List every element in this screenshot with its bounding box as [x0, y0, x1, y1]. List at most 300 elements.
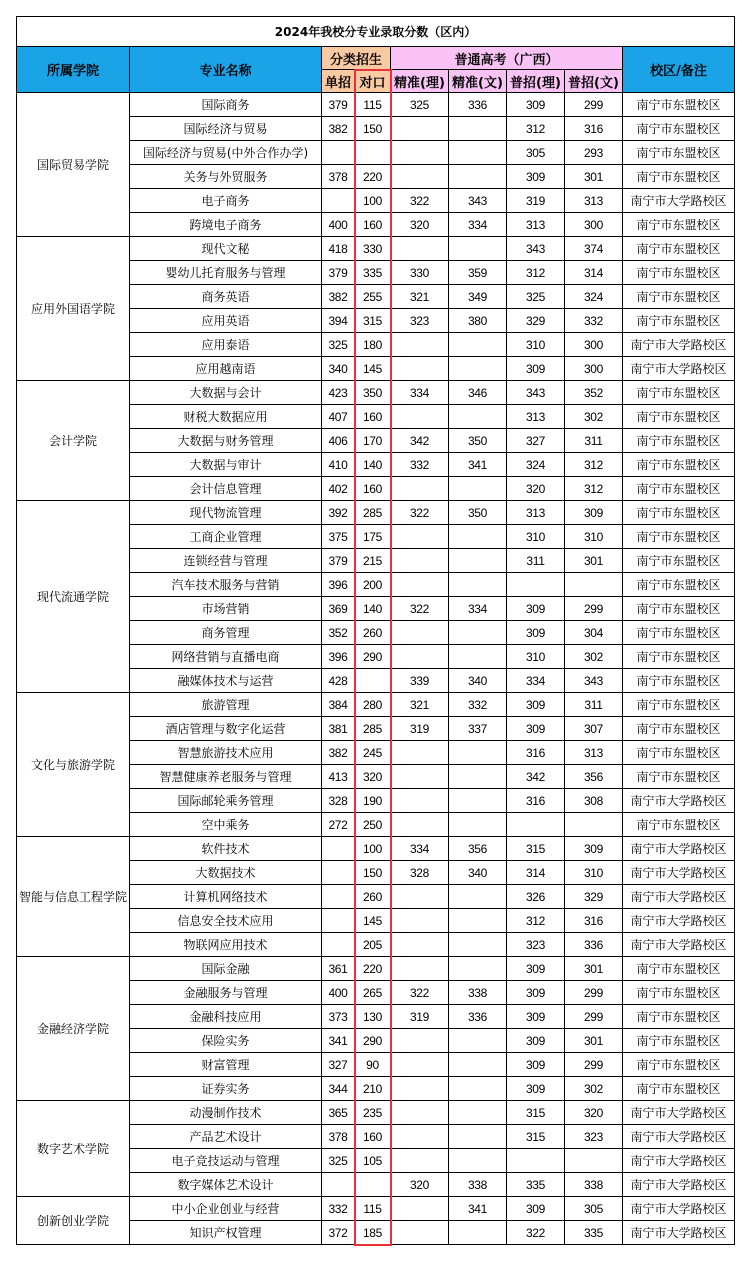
cell-campus: 南宁市东盟校区 — [623, 477, 735, 501]
cell-danzhao: 328 — [322, 789, 355, 813]
cell-major: 应用越南语 — [130, 357, 322, 381]
cell-puzhao-li: 310 — [507, 525, 565, 549]
cell-puzhao-wen: 304 — [565, 621, 623, 645]
cell-college: 国际贸易学院 — [17, 93, 130, 237]
cell-jingzhun-wen — [449, 789, 507, 813]
cell-duikou: 160 — [355, 213, 391, 237]
cell-puzhao-li: 309 — [507, 957, 565, 981]
cell-puzhao-wen: 374 — [565, 237, 623, 261]
cell-major: 商务英语 — [130, 285, 322, 309]
cell-campus: 南宁市大学路校区 — [623, 861, 735, 885]
cell-jingzhun-li — [391, 405, 449, 429]
cell-major: 物联网应用技术 — [130, 933, 322, 957]
cell-puzhao-li: 309 — [507, 981, 565, 1005]
cell-danzhao: 373 — [322, 1005, 355, 1029]
cell-campus: 南宁市东盟校区 — [623, 693, 735, 717]
cell-duikou: 260 — [355, 621, 391, 645]
cell-puzhao-wen: 307 — [565, 717, 623, 741]
header-duikou: 对口 — [355, 70, 391, 93]
cell-puzhao-li: 312 — [507, 909, 565, 933]
cell-puzhao-wen: 302 — [565, 1077, 623, 1101]
cell-campus: 南宁市东盟校区 — [623, 813, 735, 837]
cell-major: 大数据与审计 — [130, 453, 322, 477]
cell-danzhao: 392 — [322, 501, 355, 525]
header-classified-enrollment: 分类招生 — [322, 47, 391, 70]
cell-danzhao: 396 — [322, 645, 355, 669]
cell-college: 创新创业学院 — [17, 1197, 130, 1245]
cell-jingzhun-li — [391, 141, 449, 165]
cell-jingzhun-wen — [449, 573, 507, 597]
cell-campus: 南宁市大学路校区 — [623, 1221, 735, 1245]
cell-major: 现代文秘 — [130, 237, 322, 261]
cell-major: 计算机网络技术 — [130, 885, 322, 909]
cell-jingzhun-wen — [449, 405, 507, 429]
cell-major: 大数据与会计 — [130, 381, 322, 405]
cell-puzhao-wen — [565, 573, 623, 597]
cell-campus: 南宁市大学路校区 — [623, 1125, 735, 1149]
admission-scores-table — [16, 16, 735, 1245]
cell-puzhao-li: 312 — [507, 117, 565, 141]
cell-major: 证券实务 — [130, 1077, 322, 1101]
cell-major: 酒店管理与数字化运营 — [130, 717, 322, 741]
header-puzhao-wen: 普招(文) — [565, 70, 623, 93]
cell-puzhao-li: 320 — [507, 477, 565, 501]
cell-jingzhun-wen: 332 — [449, 693, 507, 717]
header-danzhao: 单招 — [322, 70, 355, 93]
cell-major: 国际商务 — [130, 93, 322, 117]
cell-major: 工商企业管理 — [130, 525, 322, 549]
cell-jingzhun-li — [391, 1125, 449, 1149]
cell-major: 智慧健康养老服务与管理 — [130, 765, 322, 789]
cell-duikou: 130 — [355, 1005, 391, 1029]
cell-duikou: 185 — [355, 1221, 391, 1245]
cell-campus: 南宁市大学路校区 — [623, 357, 735, 381]
cell-major: 财富管理 — [130, 1053, 322, 1077]
cell-campus: 南宁市东盟校区 — [623, 765, 735, 789]
cell-puzhao-wen — [565, 1149, 623, 1173]
cell-danzhao: 423 — [322, 381, 355, 405]
cell-major: 应用英语 — [130, 309, 322, 333]
cell-danzhao: 369 — [322, 597, 355, 621]
cell-campus: 南宁市东盟校区 — [623, 93, 735, 117]
cell-jingzhun-li — [391, 789, 449, 813]
cell-jingzhun-li: 322 — [391, 597, 449, 621]
cell-jingzhun-wen: 337 — [449, 717, 507, 741]
cell-puzhao-wen: 299 — [565, 1005, 623, 1029]
header-major: 专业名称 — [130, 47, 322, 93]
cell-puzhao-wen — [565, 813, 623, 837]
cell-jingzhun-wen: 336 — [449, 1005, 507, 1029]
cell-jingzhun-wen — [449, 1101, 507, 1125]
cell-campus: 南宁市东盟校区 — [623, 981, 735, 1005]
cell-jingzhun-li: 328 — [391, 861, 449, 885]
cell-duikou: 285 — [355, 501, 391, 525]
cell-jingzhun-wen: 346 — [449, 381, 507, 405]
cell-duikou: 145 — [355, 357, 391, 381]
cell-jingzhun-wen — [449, 741, 507, 765]
cell-jingzhun-li — [391, 1197, 449, 1221]
cell-major: 金融服务与管理 — [130, 981, 322, 1005]
cell-jingzhun-wen — [449, 525, 507, 549]
cell-jingzhun-li — [391, 477, 449, 501]
cell-jingzhun-li: 323 — [391, 309, 449, 333]
cell-jingzhun-li: 321 — [391, 693, 449, 717]
cell-college: 应用外国语学院 — [17, 237, 130, 381]
admission-scores-table-container — [16, 16, 735, 1245]
cell-puzhao-li: 325 — [507, 285, 565, 309]
cell-jingzhun-li — [391, 525, 449, 549]
cell-jingzhun-wen: 340 — [449, 669, 507, 693]
cell-campus: 南宁市东盟校区 — [623, 141, 735, 165]
cell-jingzhun-li: 321 — [391, 285, 449, 309]
cell-jingzhun-wen: 359 — [449, 261, 507, 285]
cell-puzhao-wen: 309 — [565, 837, 623, 861]
cell-danzhao: 379 — [322, 93, 355, 117]
cell-jingzhun-wen: 350 — [449, 501, 507, 525]
cell-campus: 南宁市东盟校区 — [623, 957, 735, 981]
cell-jingzhun-li — [391, 957, 449, 981]
cell-major: 跨境电子商务 — [130, 213, 322, 237]
cell-jingzhun-wen — [449, 645, 507, 669]
cell-major: 大数据技术 — [130, 861, 322, 885]
table-row — [17, 693, 735, 717]
cell-duikou: 210 — [355, 1077, 391, 1101]
cell-danzhao: 381 — [322, 717, 355, 741]
cell-duikou: 105 — [355, 1149, 391, 1173]
cell-major: 连锁经营与管理 — [130, 549, 322, 573]
cell-jingzhun-wen — [449, 357, 507, 381]
cell-jingzhun-wen: 343 — [449, 189, 507, 213]
cell-duikou: 290 — [355, 1029, 391, 1053]
header-college: 所属学院 — [17, 47, 130, 93]
cell-duikou: 320 — [355, 765, 391, 789]
cell-puzhao-wen: 320 — [565, 1101, 623, 1125]
header-jingzhun-li: 精准(理) — [391, 70, 449, 93]
cell-campus: 南宁市东盟校区 — [623, 645, 735, 669]
cell-puzhao-li: 309 — [507, 1005, 565, 1029]
cell-jingzhun-li: 332 — [391, 453, 449, 477]
cell-danzhao: 272 — [322, 813, 355, 837]
cell-college: 会计学院 — [17, 381, 130, 501]
cell-campus: 南宁市东盟校区 — [623, 453, 735, 477]
cell-campus: 南宁市大学路校区 — [623, 789, 735, 813]
cell-major: 国际经济与贸易 — [130, 117, 322, 141]
cell-duikou: 220 — [355, 165, 391, 189]
cell-major: 数字媒体艺术设计 — [130, 1173, 322, 1197]
cell-puzhao-li: 311 — [507, 549, 565, 573]
cell-puzhao-wen: 308 — [565, 789, 623, 813]
cell-puzhao-wen: 300 — [565, 213, 623, 237]
cell-duikou: 170 — [355, 429, 391, 453]
cell-campus: 南宁市东盟校区 — [623, 1053, 735, 1077]
cell-jingzhun-li: 322 — [391, 981, 449, 1005]
cell-campus: 南宁市东盟校区 — [623, 717, 735, 741]
cell-campus: 南宁市东盟校区 — [623, 621, 735, 645]
cell-duikou: 235 — [355, 1101, 391, 1125]
cell-duikou: 160 — [355, 1125, 391, 1149]
cell-jingzhun-wen — [449, 1077, 507, 1101]
cell-jingzhun-li — [391, 333, 449, 357]
cell-puzhao-li: 305 — [507, 141, 565, 165]
cell-campus: 南宁市东盟校区 — [623, 1029, 735, 1053]
cell-duikou: 140 — [355, 597, 391, 621]
cell-danzhao: 378 — [322, 1125, 355, 1149]
cell-campus: 南宁市大学路校区 — [623, 837, 735, 861]
cell-jingzhun-li: 334 — [391, 837, 449, 861]
cell-duikou: 100 — [355, 837, 391, 861]
cell-puzhao-li: 342 — [507, 765, 565, 789]
cell-puzhao-li: 312 — [507, 261, 565, 285]
cell-college: 文化与旅游学院 — [17, 693, 130, 837]
cell-jingzhun-wen: 341 — [449, 1197, 507, 1221]
cell-duikou: 90 — [355, 1053, 391, 1077]
cell-jingzhun-li — [391, 1077, 449, 1101]
cell-duikou: 150 — [355, 861, 391, 885]
cell-jingzhun-li — [391, 357, 449, 381]
cell-jingzhun-wen — [449, 1125, 507, 1149]
cell-campus: 南宁市东盟校区 — [623, 501, 735, 525]
cell-jingzhun-wen — [449, 1221, 507, 1245]
cell-danzhao: 407 — [322, 405, 355, 429]
cell-puzhao-li: 309 — [507, 1197, 565, 1221]
cell-campus: 南宁市东盟校区 — [623, 405, 735, 429]
cell-major: 电子竞技运动与管理 — [130, 1149, 322, 1173]
cell-puzhao-li: 313 — [507, 405, 565, 429]
cell-danzhao: 382 — [322, 117, 355, 141]
cell-danzhao: 382 — [322, 741, 355, 765]
cell-campus: 南宁市东盟校区 — [623, 285, 735, 309]
cell-puzhao-wen: 332 — [565, 309, 623, 333]
cell-jingzhun-wen — [449, 117, 507, 141]
cell-campus: 南宁市大学路校区 — [623, 1197, 735, 1221]
cell-duikou: 145 — [355, 909, 391, 933]
cell-danzhao: 413 — [322, 765, 355, 789]
cell-major: 关务与外贸服务 — [130, 165, 322, 189]
cell-major: 智慧旅游技术应用 — [130, 741, 322, 765]
cell-puzhao-li: 327 — [507, 429, 565, 453]
cell-danzhao: 428 — [322, 669, 355, 693]
cell-duikou: 200 — [355, 573, 391, 597]
cell-puzhao-wen: 314 — [565, 261, 623, 285]
cell-puzhao-wen: 323 — [565, 1125, 623, 1149]
cell-danzhao: 375 — [322, 525, 355, 549]
header-campus: 校区/备注 — [623, 47, 735, 93]
cell-duikou: 175 — [355, 525, 391, 549]
cell-danzhao: 372 — [322, 1221, 355, 1245]
cell-puzhao-li: 309 — [507, 621, 565, 645]
cell-puzhao-wen: 301 — [565, 1029, 623, 1053]
cell-major: 网络营销与直播电商 — [130, 645, 322, 669]
cell-jingzhun-wen: 338 — [449, 981, 507, 1005]
cell-puzhao-wen: 329 — [565, 885, 623, 909]
cell-puzhao-wen: 310 — [565, 525, 623, 549]
cell-danzhao — [322, 933, 355, 957]
cell-danzhao: 332 — [322, 1197, 355, 1221]
cell-danzhao: 379 — [322, 549, 355, 573]
cell-jingzhun-li — [391, 1053, 449, 1077]
cell-jingzhun-wen — [449, 549, 507, 573]
cell-duikou — [355, 669, 391, 693]
cell-campus: 南宁市东盟校区 — [623, 117, 735, 141]
cell-puzhao-li: 335 — [507, 1173, 565, 1197]
cell-duikou: 140 — [355, 453, 391, 477]
cell-jingzhun-li — [391, 909, 449, 933]
cell-danzhao — [322, 1173, 355, 1197]
cell-puzhao-wen: 338 — [565, 1173, 623, 1197]
cell-jingzhun-wen — [449, 909, 507, 933]
cell-campus: 南宁市大学路校区 — [623, 909, 735, 933]
cell-puzhao-li: 309 — [507, 165, 565, 189]
cell-jingzhun-li — [391, 165, 449, 189]
cell-danzhao: 341 — [322, 1029, 355, 1053]
table-row — [17, 381, 735, 405]
cell-puzhao-li: 334 — [507, 669, 565, 693]
cell-puzhao-li: 310 — [507, 645, 565, 669]
cell-puzhao-li: 343 — [507, 381, 565, 405]
cell-danzhao — [322, 909, 355, 933]
cell-jingzhun-wen: 334 — [449, 597, 507, 621]
cell-major: 知识产权管理 — [130, 1221, 322, 1245]
cell-puzhao-wen: 293 — [565, 141, 623, 165]
cell-campus: 南宁市东盟校区 — [623, 1005, 735, 1029]
cell-jingzhun-wen — [449, 141, 507, 165]
cell-major: 婴幼儿托育服务与管理 — [130, 261, 322, 285]
cell-major: 现代物流管理 — [130, 501, 322, 525]
cell-major: 动漫制作技术 — [130, 1101, 322, 1125]
cell-duikou: 250 — [355, 813, 391, 837]
cell-jingzhun-li — [391, 1101, 449, 1125]
cell-puzhao-wen: 335 — [565, 1221, 623, 1245]
cell-puzhao-wen: 299 — [565, 981, 623, 1005]
cell-major: 国际金融 — [130, 957, 322, 981]
cell-puzhao-wen: 301 — [565, 957, 623, 981]
cell-campus: 南宁市大学路校区 — [623, 333, 735, 357]
cell-major: 融媒体技术与运营 — [130, 669, 322, 693]
cell-major: 财税大数据应用 — [130, 405, 322, 429]
cell-puzhao-li: 315 — [507, 1125, 565, 1149]
cell-puzhao-wen: 311 — [565, 693, 623, 717]
cell-jingzhun-li: 334 — [391, 381, 449, 405]
cell-jingzhun-li — [391, 885, 449, 909]
cell-danzhao: 396 — [322, 573, 355, 597]
cell-jingzhun-wen: 349 — [449, 285, 507, 309]
cell-jingzhun-wen — [449, 1149, 507, 1173]
cell-danzhao — [322, 861, 355, 885]
cell-jingzhun-wen: 341 — [449, 453, 507, 477]
cell-puzhao-wen: 299 — [565, 597, 623, 621]
cell-danzhao: 410 — [322, 453, 355, 477]
cell-puzhao-li: 316 — [507, 789, 565, 813]
cell-puzhao-li: 309 — [507, 693, 565, 717]
table-row — [17, 237, 735, 261]
cell-duikou: 180 — [355, 333, 391, 357]
cell-duikou: 255 — [355, 285, 391, 309]
cell-duikou: 315 — [355, 309, 391, 333]
cell-major: 产品艺术设计 — [130, 1125, 322, 1149]
cell-danzhao — [322, 837, 355, 861]
cell-duikou: 290 — [355, 645, 391, 669]
cell-puzhao-li: 309 — [507, 1077, 565, 1101]
cell-duikou: 115 — [355, 1197, 391, 1221]
cell-jingzhun-wen: 336 — [449, 93, 507, 117]
cell-duikou: 265 — [355, 981, 391, 1005]
cell-jingzhun-wen — [449, 957, 507, 981]
cell-puzhao-wen: 336 — [565, 933, 623, 957]
cell-jingzhun-wen: 334 — [449, 213, 507, 237]
cell-college: 数字艺术学院 — [17, 1101, 130, 1197]
cell-campus: 南宁市大学路校区 — [623, 1149, 735, 1173]
cell-jingzhun-wen — [449, 765, 507, 789]
cell-danzhao: 325 — [322, 333, 355, 357]
cell-jingzhun-wen — [449, 333, 507, 357]
cell-danzhao: 378 — [322, 165, 355, 189]
cell-jingzhun-wen: 338 — [449, 1173, 507, 1197]
cell-campus: 南宁市东盟校区 — [623, 261, 735, 285]
cell-jingzhun-li — [391, 741, 449, 765]
cell-campus: 南宁市东盟校区 — [623, 573, 735, 597]
cell-duikou: 260 — [355, 885, 391, 909]
cell-major: 电子商务 — [130, 189, 322, 213]
cell-major: 软件技术 — [130, 837, 322, 861]
cell-puzhao-wen: 356 — [565, 765, 623, 789]
cell-puzhao-li: 309 — [507, 717, 565, 741]
cell-college: 金融经济学院 — [17, 957, 130, 1101]
cell-danzhao: 400 — [322, 981, 355, 1005]
cell-major: 大数据与财务管理 — [130, 429, 322, 453]
cell-duikou: 115 — [355, 93, 391, 117]
cell-major: 中小企业创业与经营 — [130, 1197, 322, 1221]
cell-jingzhun-li: 322 — [391, 501, 449, 525]
cell-duikou: 280 — [355, 693, 391, 717]
cell-puzhao-li — [507, 573, 565, 597]
cell-puzhao-li: 313 — [507, 501, 565, 525]
cell-jingzhun-li: 330 — [391, 261, 449, 285]
cell-puzhao-wen: 313 — [565, 741, 623, 765]
cell-puzhao-li: 314 — [507, 861, 565, 885]
cell-jingzhun-li: 342 — [391, 429, 449, 453]
cell-jingzhun-li — [391, 813, 449, 837]
cell-danzhao — [322, 885, 355, 909]
cell-puzhao-li: 309 — [507, 93, 565, 117]
cell-puzhao-li: 326 — [507, 885, 565, 909]
cell-jingzhun-li — [391, 1149, 449, 1173]
cell-puzhao-wen: 300 — [565, 333, 623, 357]
cell-puzhao-li: 322 — [507, 1221, 565, 1245]
cell-major: 应用泰语 — [130, 333, 322, 357]
cell-puzhao-li: 319 — [507, 189, 565, 213]
cell-jingzhun-li: 319 — [391, 1005, 449, 1029]
cell-duikou: 190 — [355, 789, 391, 813]
cell-jingzhun-li: 320 — [391, 1173, 449, 1197]
cell-jingzhun-li — [391, 1029, 449, 1053]
table-row — [17, 501, 735, 525]
cell-danzhao: 406 — [322, 429, 355, 453]
cell-puzhao-li: 323 — [507, 933, 565, 957]
cell-jingzhun-li — [391, 573, 449, 597]
cell-campus: 南宁市大学路校区 — [623, 885, 735, 909]
cell-major: 汽车技术服务与营销 — [130, 573, 322, 597]
cell-duikou: 100 — [355, 189, 391, 213]
cell-danzhao: 379 — [322, 261, 355, 285]
cell-puzhao-li: 309 — [507, 1029, 565, 1053]
cell-danzhao: 394 — [322, 309, 355, 333]
cell-duikou: 220 — [355, 957, 391, 981]
cell-campus: 南宁市东盟校区 — [623, 213, 735, 237]
cell-major: 保险实务 — [130, 1029, 322, 1053]
cell-jingzhun-wen: 356 — [449, 837, 507, 861]
cell-jingzhun-wen — [449, 1053, 507, 1077]
cell-major: 商务管理 — [130, 621, 322, 645]
